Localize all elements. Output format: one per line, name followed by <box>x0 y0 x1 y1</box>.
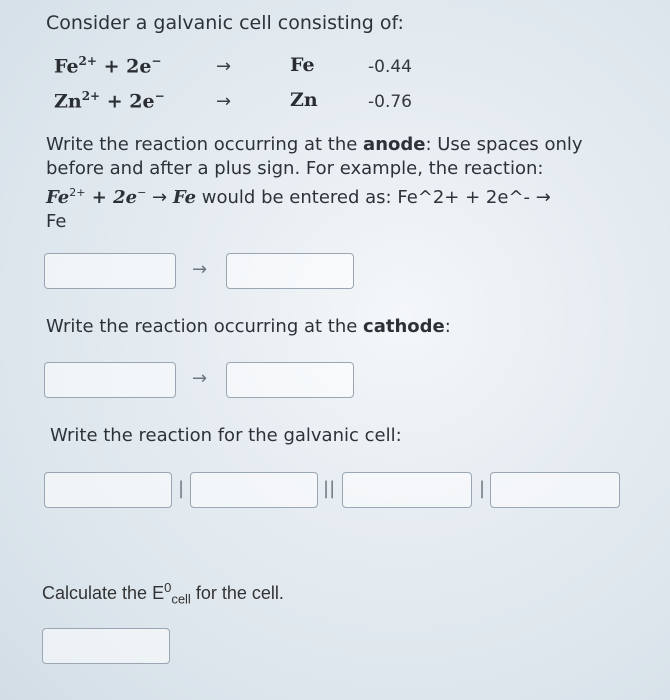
half-reaction-1-product: Fe <box>290 54 315 76</box>
cell-subscript: cell <box>171 591 191 607</box>
question-title: Consider a galvanic cell consisting of: <box>46 12 404 34</box>
anode-arrow: → <box>192 259 208 280</box>
half-reaction-2-reactant <box>54 89 165 112</box>
cell-prompt: Write the reaction for the galvanic cell: <box>50 425 402 446</box>
cathode-arrow: → <box>192 368 208 389</box>
standard-symbol: 0 <box>164 580 172 595</box>
anode-prompt-prefix: Write the reaction occurring at the <box>46 134 364 155</box>
calc-prefix: Calculate the E <box>42 583 165 603</box>
electron-term: + 2e <box>100 90 155 113</box>
cell-phase-boundary-2: | <box>479 478 486 499</box>
half-reaction-2-arrow: → <box>216 91 232 112</box>
cathode-keyword: cathode <box>363 316 445 337</box>
cathode-reactant-input[interactable] <box>44 362 176 398</box>
anode-prompt-suffix: : Use spaces only before and after a plus sign. For example, the reaction: <box>46 134 583 179</box>
anode-keyword: anode <box>363 134 426 155</box>
cathode-prompt-prefix: Write the reaction occurring at the <box>46 316 364 337</box>
half-reaction-2-product: Zn <box>290 89 318 111</box>
example-entered-as: would be entered as: Fe^2+ + 2e^- → <box>196 187 551 208</box>
ecell-input[interactable] <box>42 628 170 664</box>
anode-reactant-input[interactable] <box>44 253 176 289</box>
electron-term: + 2e <box>96 55 152 78</box>
example-reactant: Fe <box>46 187 70 208</box>
reactant-charge: 2+ <box>78 54 97 68</box>
half-reaction-1-reactant <box>54 54 161 77</box>
cell-cathode-input[interactable] <box>490 472 620 508</box>
half-reaction-1-arrow: → <box>216 56 232 77</box>
electron-sign: − <box>151 54 162 68</box>
cathode-prompt <box>46 316 451 337</box>
cell-anode-ion-input[interactable] <box>190 472 318 508</box>
reactant-symbol: Zn <box>54 90 82 113</box>
cathode-product-input[interactable] <box>226 362 354 398</box>
half-reaction-2-potential: -0.76 <box>368 92 412 112</box>
cell-salt-bridge: || <box>323 478 336 499</box>
cell-phase-boundary-1: | <box>178 478 185 499</box>
example-electron-sign: − <box>137 186 147 199</box>
calculate-prompt <box>42 580 284 607</box>
anode-instructions <box>46 133 646 234</box>
electron-sign: − <box>154 89 165 103</box>
cell-anode-input[interactable] <box>44 472 172 508</box>
example-electrons: + 2e <box>85 187 138 208</box>
cell-cathode-ion-input[interactable] <box>342 472 472 508</box>
example-arrow: → <box>146 187 173 208</box>
half-reaction-1-potential: -0.44 <box>368 57 412 77</box>
anode-product-input[interactable] <box>226 253 354 289</box>
example-product: Fe <box>172 187 197 208</box>
cathode-prompt-suffix: : <box>444 316 451 337</box>
example-charge: 2+ <box>69 186 86 199</box>
reactant-symbol: Fe <box>54 55 79 78</box>
calc-suffix: for the cell. <box>190 583 284 603</box>
reactant-charge: 2+ <box>81 89 101 103</box>
example-entered-product: Fe <box>46 211 67 232</box>
